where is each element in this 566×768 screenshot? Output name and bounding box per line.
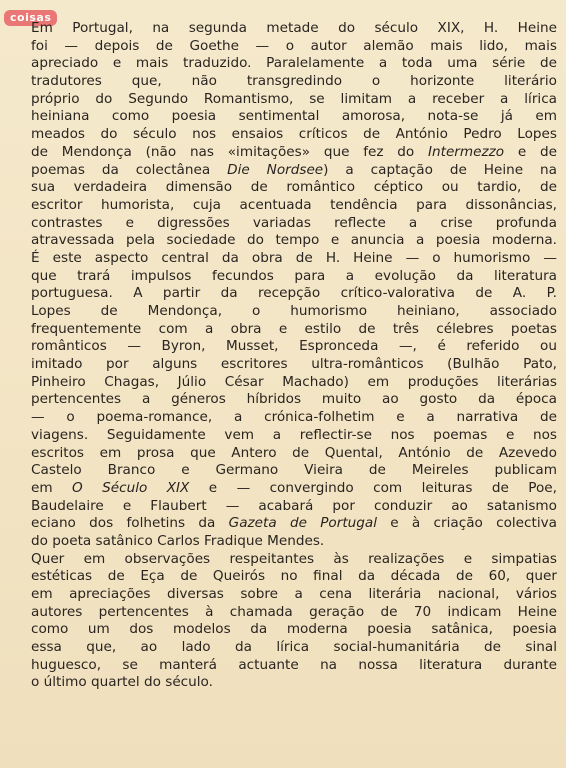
text-span: imitado por alguns escritores ultra-românticos (Bulhão Pato, (31, 356, 557, 373)
text-line (31, 73, 557, 91)
text-line (31, 551, 557, 569)
text-span: em (31, 479, 73, 496)
text-span: portuguesa. A partir da recepção crítico-valorativa de A. P. (31, 285, 557, 302)
text-span: e à criação colectiva (377, 515, 558, 532)
text-line (31, 657, 557, 675)
text-line (31, 20, 557, 38)
text-span: Lopes de Mendonça, o humorismo heiniano, associado (31, 303, 557, 319)
text-span: que trará impulsos fecundos para a evolução da literatura (31, 267, 557, 284)
text-line (31, 250, 557, 268)
text-span: autores pertencentes à chamada geração de 70 indicam Heine (31, 603, 557, 620)
text-span: escritor humorista, cuja acentuada tendência para dissonâncias, (31, 196, 557, 213)
italic-title: Die Nordsee (227, 161, 324, 178)
text-span: Em Portugal, na segunda metade do século XIX, H. Heine (31, 20, 557, 36)
text-span: e de (504, 143, 557, 160)
text-line (31, 586, 557, 604)
text-line (31, 480, 557, 498)
text-span: É este aspecto central da obra de H. Heine — o humorismo — (31, 249, 557, 266)
text-span: em apreciações diversas sobre a cena literária nacional, vários (31, 586, 557, 602)
body-text (31, 20, 557, 692)
text-span: poemas da colectânea (31, 161, 228, 178)
text-line (31, 445, 557, 463)
text-span: atravessada pela sociedade do tempo e anuncia a poesia moderna. (31, 232, 557, 249)
text-line (31, 285, 557, 303)
italic-title: Intermezzo (427, 143, 505, 160)
text-line (31, 303, 557, 321)
text-span: sua verdadeira dimensão de romântico céptico ou tardio, de (31, 179, 557, 196)
text-span: frequentemente com a obra e estilo de três célebres poetas (31, 320, 557, 337)
text-span: viagens. Seguidamente vem a reflectir-se nos poemas e nos (31, 426, 557, 443)
text-span: contrastes e digressões variadas reflecte a crise profunda (31, 214, 557, 231)
text-line (31, 462, 557, 480)
text-span: Quer em observações respeitantes às realizações e simpatias (31, 550, 557, 567)
text-line (31, 409, 557, 427)
text-line (31, 568, 557, 586)
text-line (31, 374, 557, 392)
text-span: escritos em prosa que Antero de Quental, António de Azevedo (31, 444, 557, 461)
text-span: Castelo Branco e Germano Vieira de Meireles publicam (31, 462, 557, 479)
text-line (31, 126, 557, 144)
text-line (31, 232, 557, 250)
text-span: ) a captação de Heine na (323, 161, 557, 178)
watermark-logo: coisas (4, 10, 57, 26)
text-span: meados do século nos ensaios críticos de António Pedro Lopes (31, 126, 557, 143)
italic-title: Gazeta de Portugal (228, 515, 378, 532)
text-span: essa que, ao lado da lírica social-humanitária de sinal (31, 639, 557, 656)
text-span: de Mendonça (não nas «imitações» que fez do (31, 143, 428, 160)
text-line (31, 338, 557, 356)
text-line (31, 391, 557, 409)
italic-title: O Século XIX (72, 479, 190, 496)
text-span: eciano dos folhetins da (31, 515, 229, 532)
text-line (31, 533, 557, 551)
text-line (31, 498, 557, 516)
text-line (31, 621, 557, 639)
text-span: apreciado e mais traduzido. Paralelamente a toda uma série de (31, 55, 557, 72)
text-span: do poeta satânico Carlos Fradique Mendes. (31, 532, 325, 549)
text-line (31, 674, 557, 692)
text-span: como um dos modelos da moderna poesia satânica, poesia (31, 621, 557, 638)
text-line (31, 356, 557, 374)
text-span: pertencentes a géneros híbridos muito ao gosto da época (31, 391, 557, 408)
text-span: heiniana como poesia sentimental amorosa, nota-se já em (31, 108, 557, 125)
text-line (31, 144, 557, 162)
text-span: — o poema-romance, a crónica-folhetim e a narrativa de (31, 409, 557, 426)
text-line (31, 427, 557, 445)
text-span: estéticas de Eça de Queirós no final da década de 60, quer (31, 568, 557, 585)
text-line (31, 515, 557, 533)
text-span: Pinheiro Chagas, Júlio César Machado) em produções literárias (31, 373, 557, 390)
text-span: e — convergindo com leituras de Poe, (189, 479, 557, 496)
text-line (31, 215, 557, 233)
text-line (31, 162, 557, 180)
text-line (31, 108, 557, 126)
text-span: tradutores que, não transgredindo o horizonte literário (31, 73, 557, 90)
text-line (31, 197, 557, 215)
text-line (31, 55, 557, 73)
text-line (31, 639, 557, 657)
text-span: o último quartel do século. (31, 674, 213, 691)
text-span: foi — depois de Goethe — o autor alemão mais lido, mais (31, 37, 557, 54)
text-span: Baudelaire e Flaubert — acabará por conduzir ao satanismo (31, 497, 557, 514)
text-line (31, 604, 557, 622)
text-line (31, 38, 557, 56)
text-line (31, 268, 557, 286)
text-span: huguesco, se manterá actuante na nossa literatura durante (31, 656, 557, 673)
text-span: românticos — Byron, Musset, Espronceda —, é referido ou (31, 338, 557, 355)
text-line (31, 321, 557, 339)
text-line (31, 91, 557, 109)
text-span: próprio do Segundo Romantismo, se limitam a receber a lírica (31, 90, 557, 107)
text-line (31, 179, 557, 197)
